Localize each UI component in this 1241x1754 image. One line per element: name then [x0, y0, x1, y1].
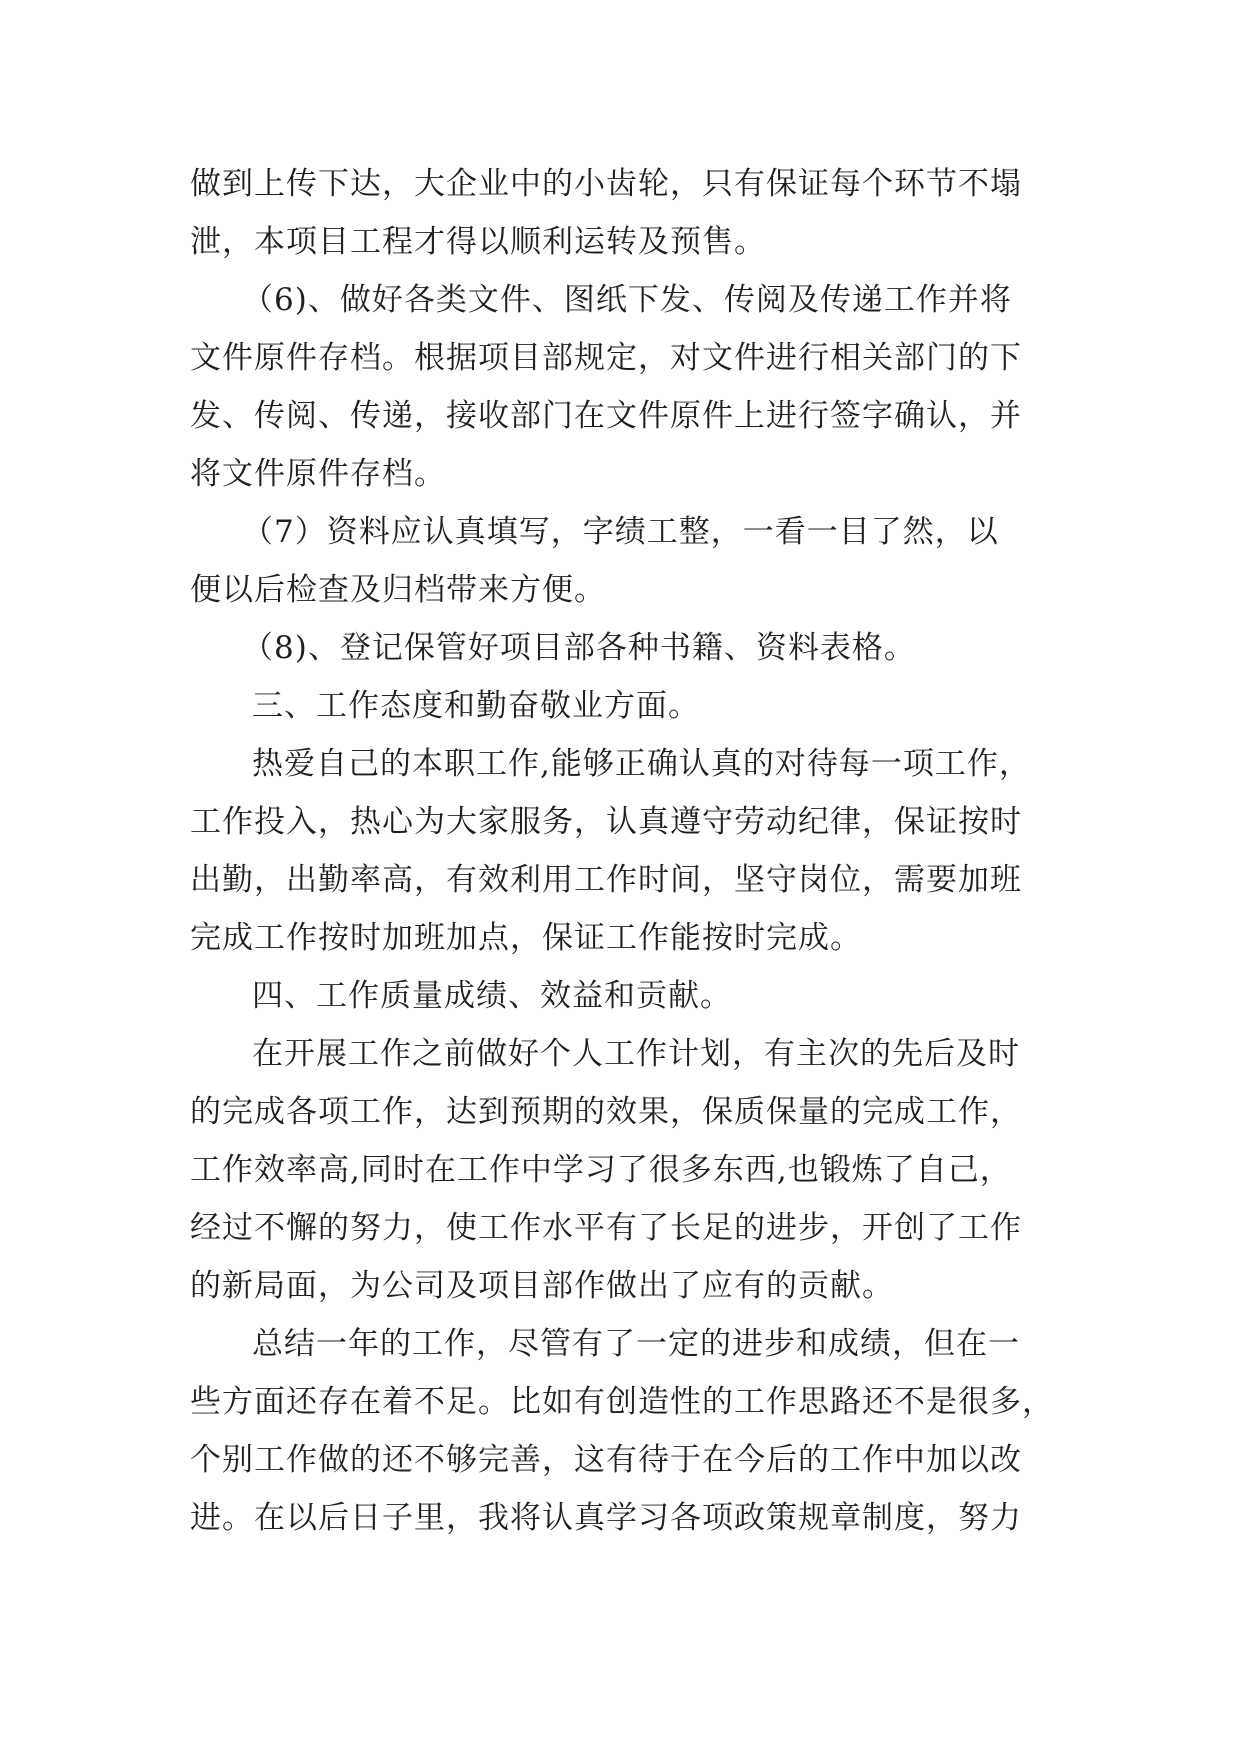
text-line: （8)、登记保管好项目部各种书籍、资料表格。: [242, 630, 916, 666]
text-line: 经过不懈的努力，使工作水平有了长足的进步，开创了工作: [190, 1210, 1022, 1246]
text-line: 在开展工作之前做好个人工作计划，有主次的先后及时: [252, 1036, 1020, 1072]
text-line: 总结一年的工作，尽管有了一定的进步和成绩，但在一: [252, 1326, 1020, 1362]
text-line: 泄，本项目工程才得以顺利运转及预售。: [190, 224, 766, 260]
text-line: 完成工作按时加班加点，保证工作能按时完成。: [190, 920, 862, 956]
text-line: 热爱自己的本职工作,能够正确认真的对待每一项工作，: [252, 746, 1031, 782]
text-line: 的新局面，为公司及项目部作做出了应有的贡献。: [190, 1268, 894, 1304]
text-line: 的完成各项工作，达到预期的效果，保质保量的完成工作，: [190, 1094, 1022, 1130]
text-line: 工作投入，热心为大家服务，认真遵守劳动纪律，保证按时: [190, 804, 1022, 840]
section-heading: 四、工作质量成绩、效益和贡献。: [252, 978, 732, 1014]
text-line: 个别工作做的还不够完善，这有待于在今后的工作中加以改: [190, 1442, 1022, 1478]
section-heading: 三、工作态度和勤奋敬业方面。: [252, 688, 700, 724]
text-line: 工作效率高,同时在工作中学习了很多东西,也锻炼了自己，: [190, 1152, 1012, 1188]
text-line: 文件原件存档。根据项目部规定，对文件进行相关部门的下: [190, 340, 1022, 376]
text-line: （6)、做好各类文件、图纸下发、传阅及传递工作并将: [242, 282, 1012, 318]
text-line: 将文件原件存档。: [190, 456, 446, 492]
text-line: 做到上传下达，大企业中的小齿轮，只有保证每个环节不塌: [190, 166, 1022, 202]
text-line: 便以后检查及归档带来方便。: [190, 572, 606, 608]
text-line: 进。在以后日子里，我将认真学习各项政策规章制度，努力: [190, 1500, 1022, 1536]
text-line: （7）资料应认真填写，字绩工整，一看一目了然，以: [242, 514, 999, 550]
document-page: [190, 155, 1055, 1547]
text-line: 发、传阅、传递，接收部门在文件原件上进行签字确认，并: [190, 398, 1022, 434]
text-line: 些方面还存在着不足。比如有创造性的工作思路还不是很多，: [190, 1384, 1054, 1420]
text-line: 出勤，出勤率高，有效利用工作时间，坚守岗位，需要加班: [190, 862, 1022, 898]
